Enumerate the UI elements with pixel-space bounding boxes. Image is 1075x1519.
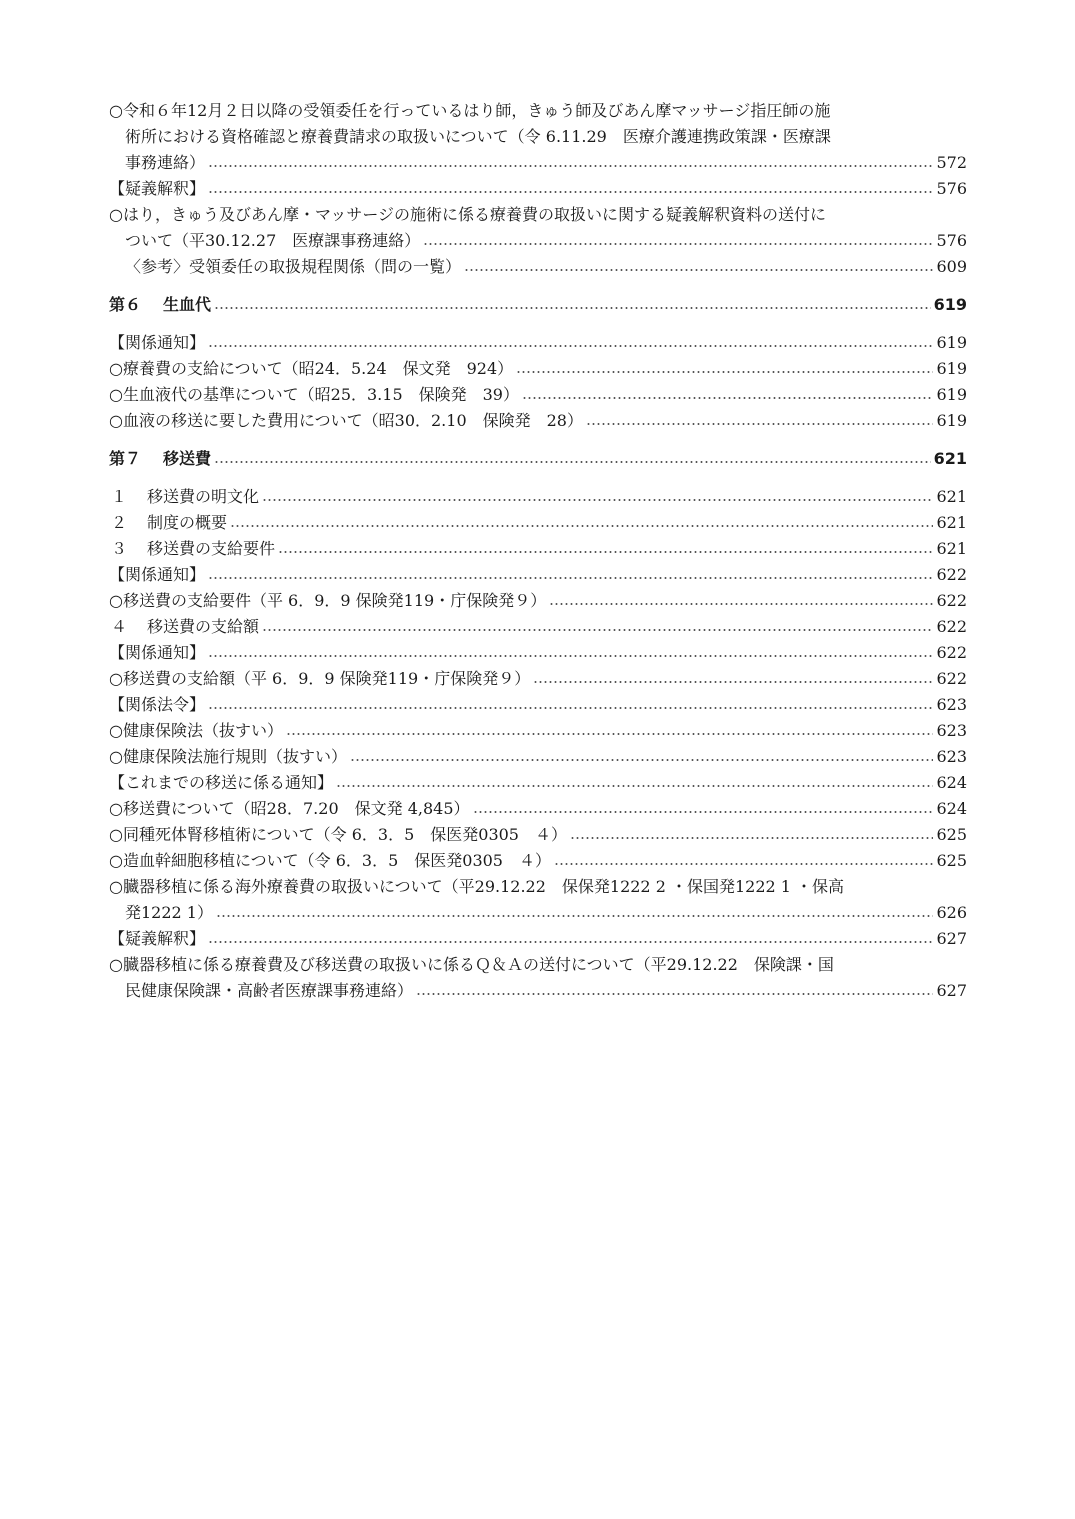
toc-entry-text: 事務連絡） — [125, 153, 206, 172]
toc-entry — [109, 822, 967, 848]
toc-entry — [109, 926, 967, 952]
toc-entry — [109, 588, 967, 614]
toc-entry — [109, 176, 967, 202]
toc-entry-text: 民健康保険課・高齢者医療課事務連絡） — [125, 981, 414, 1000]
entry-title: 移送費の明文化 — [147, 487, 260, 506]
page-number: 619 — [936, 385, 967, 404]
section-heading — [109, 290, 967, 320]
toc-entry — [109, 640, 967, 666]
section-heading — [109, 444, 967, 474]
section-title — [109, 444, 211, 474]
toc-entry — [109, 614, 967, 640]
toc-entry-text: 【関係通知】 — [109, 565, 206, 584]
page-number: 619 — [936, 411, 967, 430]
toc-entry — [109, 770, 967, 796]
page-number: 626 — [936, 903, 967, 922]
entry-number: ４ — [111, 617, 128, 636]
dot-leader — [549, 603, 933, 605]
page-number: 622 — [936, 565, 967, 584]
entry-title: 移送費の支給要件 — [147, 539, 276, 558]
page-number: 624 — [936, 799, 967, 818]
toc-entry-text — [109, 536, 275, 562]
toc-entry — [109, 718, 967, 744]
toc-entry-text: ○同種死体腎移植術について（令 6．3．5 保医発0305 ４） — [109, 825, 567, 844]
toc-entry — [109, 510, 967, 536]
page-number: 623 — [936, 721, 967, 740]
page-number: 621 — [936, 513, 967, 532]
dot-leader — [208, 165, 933, 167]
page-number: 627 — [936, 981, 967, 1000]
toc-entry — [109, 484, 967, 510]
entry-number: ２ — [111, 513, 128, 532]
page-number: 576 — [936, 179, 967, 198]
page-number: 576 — [936, 231, 967, 250]
dot-leader — [473, 811, 934, 813]
dot-leader — [230, 525, 933, 527]
dot-leader — [416, 993, 933, 995]
dot-leader — [216, 915, 933, 917]
toc-entry-text — [109, 510, 227, 536]
dot-leader — [336, 785, 933, 787]
dot-leader — [262, 499, 933, 501]
toc-entry-line — [109, 874, 967, 900]
toc-entry — [109, 150, 967, 176]
page-number: 619 — [933, 295, 967, 314]
dot-leader — [278, 551, 933, 553]
page-number: 624 — [936, 773, 967, 792]
section-number: 第７ — [109, 449, 142, 468]
toc-entry-line — [109, 124, 967, 150]
dot-leader — [208, 707, 933, 709]
toc-entry — [109, 666, 967, 692]
dot-leader — [208, 941, 933, 943]
toc-entry — [109, 744, 967, 770]
page-number: 619 — [936, 359, 967, 378]
toc-entry-text: ○造血幹細胞移植について（令 6．3．5 保医発0305 ４） — [109, 851, 551, 870]
toc-entry-text: ○生血液代の基準について（昭25．3.15 保険発 39） — [109, 385, 519, 404]
toc-entry-text: 〈参考〉受領委任の取扱規程関係（問の一覧） — [125, 257, 462, 276]
dot-leader — [214, 307, 931, 309]
page-number: 627 — [936, 929, 967, 948]
toc-entry-text: 【疑義解釈】 — [109, 179, 206, 198]
toc-entry-text: ○移送費について（昭28．7.20 保文発 4,845） — [109, 799, 470, 818]
toc-entry-text: ○療養費の支給について（昭24．5.24 保文発 924） — [109, 359, 514, 378]
dot-leader — [554, 863, 933, 865]
page-number: 623 — [936, 695, 967, 714]
toc-entry-text: ○令和６年12月２日以降の受領委任を行っているはり師，きゅう師及びあん摩マッサージ指圧師の施 — [109, 101, 831, 120]
toc-entry — [109, 254, 967, 280]
toc-entry-text: ○移送費の支給額（平 6．9．9 保険発119・庁保険発９） — [109, 669, 531, 688]
dot-leader — [423, 243, 933, 245]
toc-entry-text: ○血液の移送に要した費用について（昭30．2.10 保険発 28） — [109, 411, 583, 430]
toc-entry-line — [109, 952, 967, 978]
toc-entry — [109, 900, 967, 926]
dot-leader — [208, 577, 933, 579]
table-of-contents — [109, 98, 967, 1004]
entry-title: 移送費の支給額 — [147, 617, 260, 636]
toc-entry-text: 術所における資格確認と療養費請求の取扱いについて（令 6.11.29 医療介護連携政策課・医療課 — [125, 127, 831, 146]
page-number: 621 — [933, 449, 967, 468]
entry-title: 制度の概要 — [147, 513, 228, 532]
dot-leader — [286, 733, 933, 735]
toc-entry-text — [109, 614, 259, 640]
toc-entry — [109, 692, 967, 718]
dot-leader — [570, 837, 933, 839]
toc-entry-line — [109, 98, 967, 124]
dot-leader — [262, 629, 933, 631]
dot-leader — [208, 191, 933, 193]
dot-leader — [516, 371, 933, 373]
toc-entry-text: 【これまでの移送に係る通知】 — [109, 773, 334, 792]
toc-entry-text: 【関係法令】 — [109, 695, 206, 714]
page-number: 572 — [936, 153, 967, 172]
dot-leader — [533, 681, 933, 683]
toc-entry-text: ○臓器移植に係る療養費及び移送費の取扱いに係るＱ＆Ａの送付について（平29.12.22 保険課・国 — [109, 955, 834, 974]
toc-entry-line — [109, 202, 967, 228]
page-number: 622 — [936, 617, 967, 636]
toc-entry — [109, 536, 967, 562]
toc-entry — [109, 408, 967, 434]
toc-entry-text: ○移送費の支給要件（平 6．9．9 保険発119・庁保険発９） — [109, 591, 547, 610]
page-number: 622 — [936, 591, 967, 610]
section-title — [109, 290, 211, 320]
toc-entry-text: 【関係通知】 — [109, 643, 206, 662]
dot-leader — [586, 423, 933, 425]
entry-number: ３ — [111, 539, 128, 558]
entry-number: １ — [111, 487, 128, 506]
page-number: 621 — [936, 487, 967, 506]
toc-entry — [109, 382, 967, 408]
section-number: 第６ — [109, 295, 142, 314]
toc-entry-text: 【関係通知】 — [109, 333, 206, 352]
toc-entry-text: 発1222 1） — [125, 903, 213, 922]
dot-leader — [522, 397, 933, 399]
section-name: 移送費 — [163, 449, 212, 468]
page-number: 625 — [936, 825, 967, 844]
toc-entry — [109, 356, 967, 382]
toc-entry-text — [109, 484, 259, 510]
toc-entry — [109, 228, 967, 254]
page-number: 623 — [936, 747, 967, 766]
page-number: 622 — [936, 643, 967, 662]
page-number: 609 — [936, 257, 967, 276]
dot-leader — [208, 345, 933, 347]
dot-leader — [350, 759, 933, 761]
section-7-list — [109, 484, 967, 874]
page-number: 622 — [936, 669, 967, 688]
toc-entry-text: ○健康保険法施行規則（抜すい） — [109, 747, 347, 766]
toc-entry — [109, 330, 967, 356]
dot-leader — [464, 269, 933, 271]
page-number: 621 — [936, 539, 967, 558]
dot-leader — [208, 655, 933, 657]
dot-leader — [214, 461, 931, 463]
toc-entry-text: ○はり，きゅう及びあん摩・マッサージの施術に係る療養費の取扱いに関する疑義解釈資料の送付に — [109, 205, 827, 224]
toc-entry-text: ○臓器移植に係る海外療養費の取扱いについて（平29.12.22 保保発1222 2 ・保国発1222 1 ・保高 — [109, 877, 845, 896]
toc-entry — [109, 978, 967, 1004]
toc-entry — [109, 848, 967, 874]
toc-entry-text: 【疑義解釈】 — [109, 929, 206, 948]
toc-entry — [109, 796, 967, 822]
page-number: 619 — [936, 333, 967, 352]
toc-entry-text: ○健康保険法（抜すい） — [109, 721, 283, 740]
toc-entry-text: ついて（平30.12.27 医療課事務連絡） — [125, 231, 421, 250]
section-name: 生血代 — [163, 295, 212, 314]
page-number: 625 — [936, 851, 967, 870]
toc-entry — [109, 562, 967, 588]
